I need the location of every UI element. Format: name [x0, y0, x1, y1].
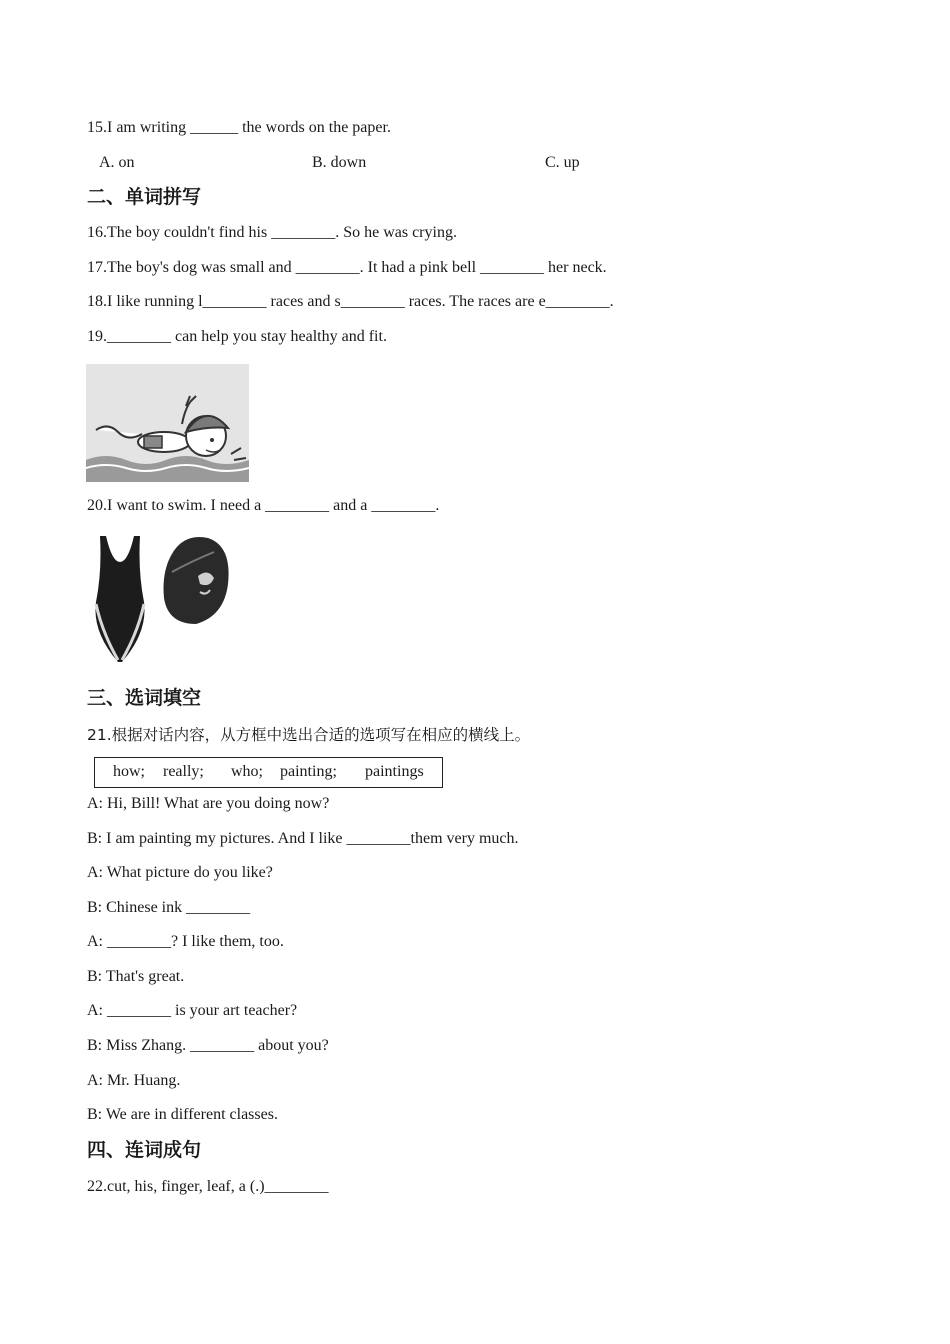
- dialogue-line: B: We are in different classes.: [87, 1106, 278, 1123]
- q22-text: 22.cut, his, finger, leaf, a (.)________: [87, 1178, 329, 1195]
- swim-cap-illustration: [160, 532, 232, 628]
- dialogue-line: B: That's great.: [87, 968, 185, 985]
- q21-instruction: 21.根据对话内容，从方框中选出合适的选项写在相应的横线上。: [87, 726, 531, 744]
- q17-text: 17.The boy's dog was small and ________. It had a pink bell ________ her neck.: [87, 259, 607, 276]
- dialogue-line: B: Miss Zhang. ________ about you?: [87, 1037, 329, 1054]
- dialogue-line: A: ________ is your art teacher?: [87, 1002, 298, 1019]
- dialogue-line: A: Hi, Bill! What are you doing now?: [87, 795, 330, 812]
- q15-stem: 15.I am writing ______ the words on the paper.: [87, 119, 391, 136]
- q16-text: 16.The boy couldn't find his ________. So he was crying.: [87, 224, 457, 241]
- swimming-boy-illustration: [86, 364, 249, 482]
- q19-text: 19.________ can help you stay healthy and fit.: [87, 328, 387, 345]
- q15-option-b: B. down: [312, 154, 367, 171]
- word-bank-box: [94, 757, 443, 788]
- q15-option-c: C. up: [545, 154, 580, 171]
- dialogue-line: A: ________? I like them, too.: [87, 933, 284, 950]
- word-bank-item: how;: [113, 763, 145, 780]
- word-bank-item: painting;: [280, 763, 337, 780]
- dialogue-line: B: Chinese ink ________: [87, 899, 251, 916]
- dialogue-line: A: What picture do you like?: [87, 864, 273, 881]
- dialogue-line: B: I am painting my pictures. And I like ________them very much.: [87, 830, 519, 847]
- q20-text: 20.I want to swim. I need a ________ and a ________.: [87, 497, 440, 514]
- word-bank-item: really;: [163, 763, 204, 780]
- section-4-heading: 四、连词成句: [87, 1139, 202, 1161]
- q15-option-a: A. on: [99, 154, 135, 171]
- section-3-heading: 三、选词填空: [87, 687, 202, 709]
- word-bank-item: paintings: [365, 763, 424, 780]
- word-bank-item: who;: [231, 763, 263, 780]
- section-2-heading: 二、单词拼写: [87, 186, 202, 208]
- swimsuit-illustration: [88, 532, 152, 664]
- dialogue-line: A: Mr. Huang.: [87, 1072, 181, 1089]
- q18-text: 18.I like running l________ races and s________ races. The races are e________.: [87, 293, 614, 310]
